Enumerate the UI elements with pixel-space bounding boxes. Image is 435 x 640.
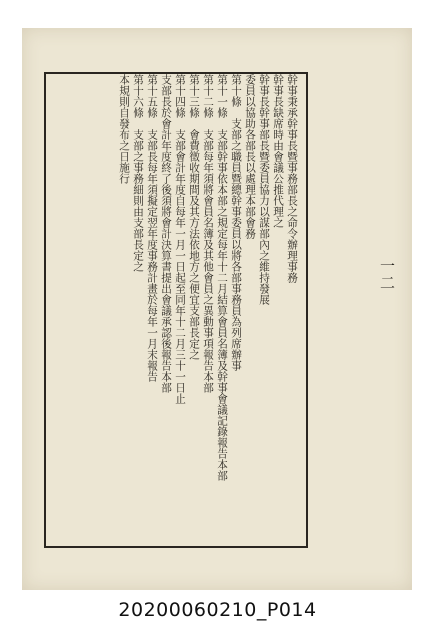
text-line: 幹事長幹事部長暨委員協力以謀部內之維持發展 [258, 74, 270, 305]
text-line: 支部長於會計年度終了後須將會計決算書提出會議承認後報告本部 [160, 74, 172, 393]
text-line: 幹事秉承幹事長暨事務部長之命令辦理事務 [286, 74, 298, 283]
text-line: 第十三條 會費徵收期間及其方法依地方之便宜支部長定之 [188, 74, 200, 360]
image-caption: 20200060210_P014 [118, 599, 317, 621]
page-number: 一二 [378, 258, 396, 292]
text-line: 本規則自發布之日施行 [118, 74, 130, 184]
text-line: 第十二條 支部每年須將會員名簿及其他會員之異動事項報告本部 [202, 74, 214, 393]
text-line: 第十四條 支部會計年度自每年一月一日起至同年十二月三十一日止 [174, 74, 186, 404]
text-line: 第十條 支部之職員暨總幹事委員以將各部事務員為列席辦事 [230, 74, 242, 371]
text-line: 幹事長缺席時由會議公推代理之 [272, 74, 284, 228]
text-line: 委員以協助各部長以處理本部會務 [244, 74, 256, 239]
text-line: 第十六條 支部之事務細則由支部長定之 [132, 74, 144, 272]
text-frame [44, 72, 308, 548]
text-line: 第十五條 支部長每年須擬定翌年度事務計畫於每年一月末報告 [146, 74, 158, 382]
text-line: 第十一條 支部幹事依本部之規定每年十二月結算會員名簿及幹事會議記錄報告本部 [216, 74, 228, 481]
